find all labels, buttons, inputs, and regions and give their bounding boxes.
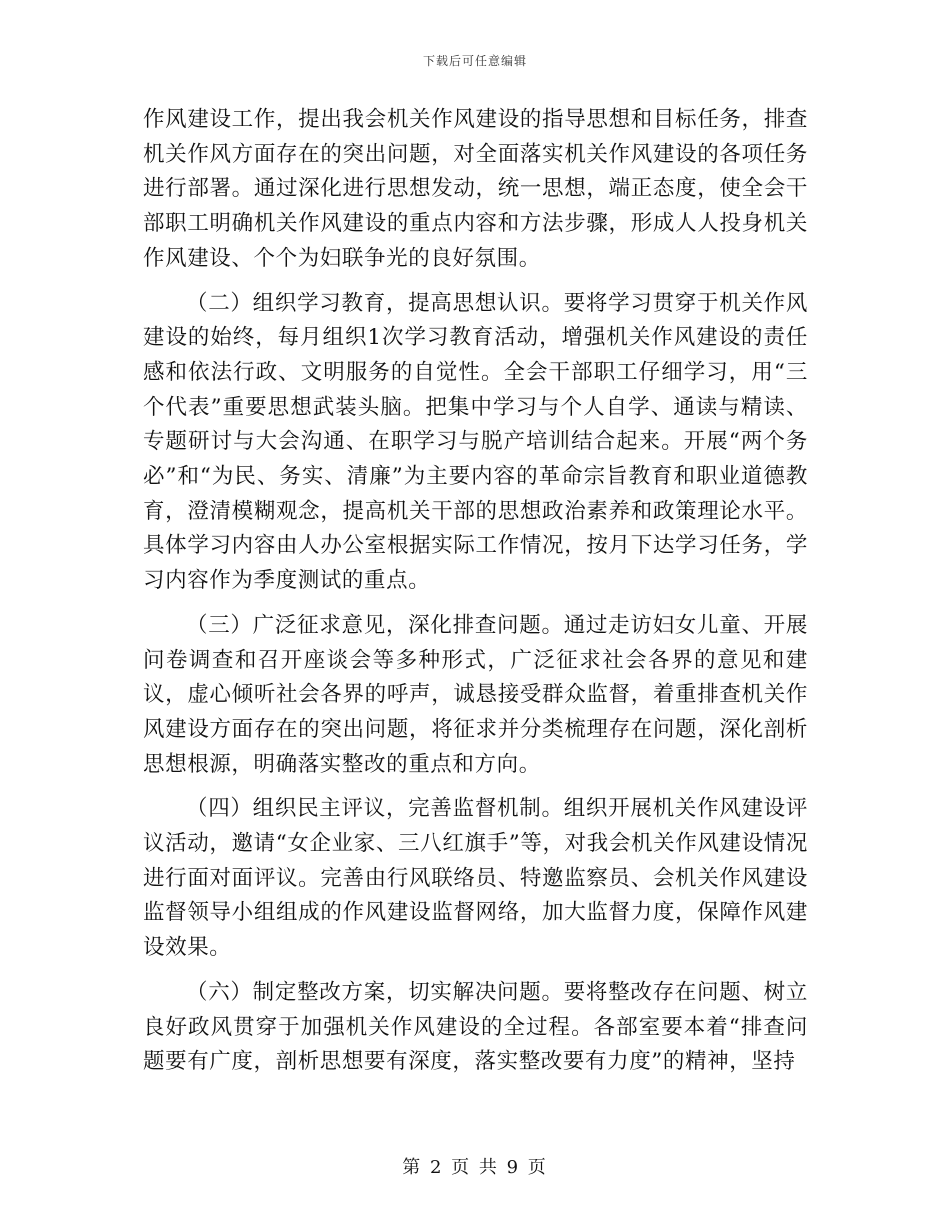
- paragraph-solicit-opinions: （三）广泛征求意见，深化排查问题。通过走访妇女儿童、开展问卷调查和召开座谈会等多种形式，广泛征求社会各界的意见和建议，虚心倾听社会各界的呼声，诚恳接受群众监督，着重排查机关作风建设方面存在的突出问题，将征求并分类梳理存在问题，深化剖析思想根源，明确落实整改的重点和方向。: [143, 612, 808, 777]
- paragraph-continuation: 作风建设工作，提出我会机关作风建设的指导思想和目标任务，排查机关作风方面存在的突出问题，对全面落实机关作风建设的各项任务进行部署。通过深化进行思想发动，统一思想，端正态度，使全会干部职工明确机关作风建设的重点内容和方法步骤，形成人人投身机关作风建设、个个为妇联争光的良好氛围。: [143, 107, 808, 271]
- page-number: 第 2 页 共 9 页: [402, 1157, 548, 1178]
- page-header-note: 下载后可任意编辑: [422, 54, 527, 68]
- paragraph-rectification-plan: （六）制定整改方案，切实解决问题。要将整改存在问题、树立良好政风贯穿于加强机关作风建设的全过程。各部室要本着“排查问题要有广度，剖析思想要有深度，落实整改要有力度”的精神，坚持: [143, 979, 808, 1075]
- paragraph-democratic-review: （四）组织民主评议，完善监督机制。组织开展机关作风建设评议活动，邀请“女企业家、三八红旗手”等，对我会机关作风建设情况进行面对面评议。完善由行风联络员、特邀监察员、会机关作风建设监督领导小组组成的作风建设监督网络，加大监督力度，保障作风建设效果。: [143, 796, 808, 961]
- paragraph-study-education: （二）组织学习教育，提高思想认识。要将学习贯穿于机关作风建设的始终，每月组织1次学习教育活动，增强机关作风建设的责任感和依法行政、文明服务的自觉性。全会干部职工仔细学习，用“三个代表”重要思想武装头脑。把集中学习与个人自学、通读与精读、专题研讨与大会沟通、在职学习与脱产培训结合起来。开展“两个务必”和“为民、务实、清廉”为主要内容的革命宗旨教育和职业道德教育，澄清模糊观念，提高机关干部的思想政治素养和政策理论水平。具体学习内容由人办公室根据实际工作情况，按月下达学习任务，学习内容作为季度测试的重点。: [143, 290, 808, 594]
- document-body: [143, 103, 808, 1090]
